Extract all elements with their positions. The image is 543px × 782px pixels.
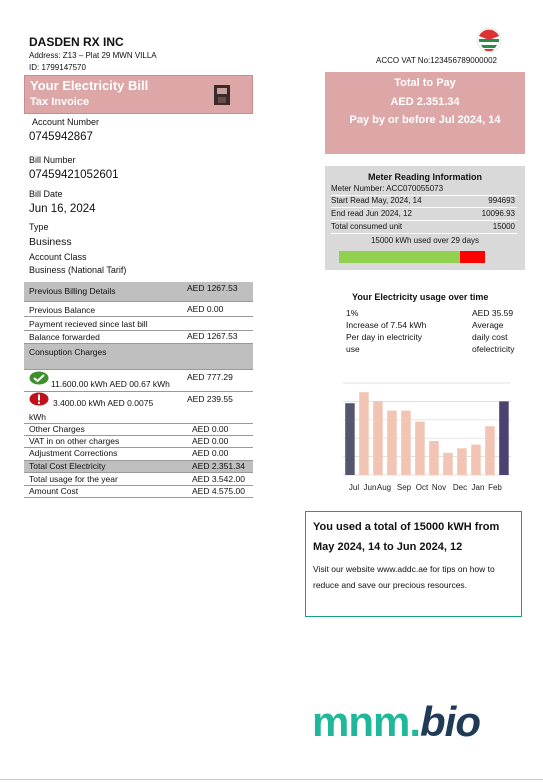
end-read-row	[331, 209, 517, 221]
chart-x-labels	[349, 483, 503, 492]
consumed-label: Total consumed unit	[331, 222, 403, 231]
chart-x-label: Nov	[431, 483, 447, 492]
prev-billing-row	[24, 282, 253, 302]
chart-x-label: Oct	[415, 483, 429, 492]
total-cost-value: AED 2.351.34	[192, 461, 245, 471]
type-value: Business	[29, 236, 72, 248]
charge1-text: 11.600.00 kWh AED 00.67 kWh	[51, 379, 170, 389]
total-cost-label: Total Cost Electricity	[29, 461, 106, 471]
end-read-value: 10096.93	[481, 209, 515, 218]
bill-header	[24, 75, 253, 114]
consumption-label: Consuption Charges	[29, 347, 107, 357]
prev-balance-value: AED 0.00	[187, 304, 224, 314]
total-usage-row	[24, 474, 253, 486]
total-to-pay-box	[325, 72, 525, 154]
other-charges-label: Other Charges	[29, 424, 85, 434]
other-charges-value: AED 0.00	[192, 424, 229, 434]
usage-stat-use: use	[346, 344, 360, 354]
company-address: Address: Z13 – Plat 29 MWN VILLA	[29, 51, 157, 60]
chart-x-label: Dec	[452, 483, 468, 492]
amount-cost-label: Amount Cost	[29, 486, 79, 496]
usage-stats-right	[472, 307, 515, 355]
chart-x-label: Feb	[488, 483, 502, 492]
bill-date-label: Bill Date	[29, 189, 63, 199]
total-amount: AED 2.351.34	[390, 96, 460, 108]
start-read-row	[331, 196, 517, 208]
balance-forwarded-value: AED 1267.53	[187, 331, 238, 341]
warning-icon	[29, 392, 49, 406]
prev-balance-label: Previous Balance	[29, 305, 96, 315]
adjustment-row	[24, 448, 253, 461]
bill-number-label: Bill Number	[29, 155, 76, 165]
chart-bar	[345, 403, 355, 475]
chart-x-label: Jun	[363, 483, 377, 492]
vat-row	[24, 436, 253, 448]
amount-cost-value: AED 4.575.00	[192, 486, 245, 496]
meter-icon	[212, 83, 232, 107]
vat-number: ACCO VAT No:123456789000002	[376, 56, 497, 65]
account-class-label: Account Class	[29, 252, 87, 262]
bill-title: Your Electricity Bill	[30, 78, 149, 93]
chart-bar	[471, 445, 481, 475]
meter-number	[331, 184, 517, 196]
prev-billing-label: Previous Billing Details	[29, 286, 116, 296]
total-label: Total to Pay	[394, 77, 456, 89]
total-cost-row	[24, 461, 253, 473]
chart-bar	[415, 422, 425, 475]
company-name: DASDEN RX INC	[29, 35, 124, 49]
meter-title: Meter Reading Information	[367, 172, 482, 182]
chart-bar	[401, 411, 411, 475]
adjustment-value: AED 0.00	[192, 448, 229, 458]
usage-bar-green	[339, 251, 460, 263]
usage-stat-per-day: Per day in electricity	[346, 332, 423, 342]
check-icon	[29, 371, 49, 385]
chart-x-label: Sep	[396, 483, 412, 492]
vat-label: VAT in on other charges	[29, 436, 120, 446]
charge2-unit: kWh	[29, 412, 46, 422]
chart-bar	[485, 426, 495, 475]
bottom-divider	[0, 779, 543, 780]
total-usage-value: AED 3.542.00	[192, 474, 245, 484]
chart-bar	[457, 448, 467, 475]
bill-subtitle: Tax Invoice	[30, 96, 90, 108]
consumed-row	[331, 222, 517, 234]
bill-date-value: Jun 16, 2024	[29, 203, 96, 215]
chart-bar	[499, 401, 509, 475]
usage-stats-left	[346, 307, 426, 355]
chart-x-label: Jul	[348, 483, 360, 492]
amount-cost-row	[24, 486, 253, 498]
chart-bar	[387, 411, 397, 475]
charge1-value: AED 777.29	[187, 372, 233, 382]
prev-balance-row	[24, 304, 253, 317]
charge2-text: 3.400.00 kWh AED 0.0075	[53, 398, 154, 408]
usage-stat-average: Average	[472, 320, 504, 330]
start-read-label: Start Read May, 2024, 14	[331, 196, 422, 205]
vat-value: AED 0.00	[192, 436, 229, 446]
payment-label: Payment recieved since last bill	[29, 319, 148, 329]
chart-bar	[359, 392, 369, 475]
balance-forwarded-label: Balance forwarded	[29, 332, 100, 342]
meter-note: 15000 kWh used over 29 days	[370, 236, 480, 245]
company-id: ID: 1799147570	[29, 63, 86, 72]
usage-stat-ofelectricity: ofelectricity	[472, 344, 515, 354]
chart-bar	[373, 401, 383, 475]
usage-bar-red	[460, 251, 485, 263]
summary-main: You used a total of 15000 kWH from May 2024, 14 to Jun 2024, 12	[313, 521, 500, 553]
charge2-row	[24, 392, 253, 424]
company-logo-icon	[476, 27, 502, 53]
balance-forwarded-row	[24, 331, 253, 344]
meter-reading-box	[325, 166, 525, 270]
chart-x-label: Jan	[471, 483, 485, 492]
other-charges-row	[24, 424, 253, 436]
usage-stat-percent: 1%	[346, 308, 359, 318]
usage-title: Your Electricity usage over time	[352, 292, 489, 302]
type-label: Type	[29, 222, 49, 232]
account-number-value: 0745942867	[29, 131, 93, 143]
chart-x-label: Aug	[376, 483, 392, 492]
usage-chart	[338, 380, 516, 492]
brand-part1: mnm.	[312, 698, 421, 745]
usage-stat-daily: daily cost	[472, 332, 508, 342]
chart-bar	[429, 441, 439, 475]
charge1-row	[24, 370, 253, 392]
usage-stat-increase: Increase of 7.54 kWh	[346, 320, 427, 330]
end-read-label: End read Jun 2024, 12	[331, 209, 412, 218]
account-number-label: Account Number	[32, 117, 100, 127]
bill-number-value: 07459421052601	[29, 169, 119, 181]
prev-billing-value: AED 1267.53	[187, 283, 238, 293]
summary-box	[305, 511, 522, 617]
adjustment-label: Adjustment Corrections	[29, 448, 118, 458]
payment-row	[24, 318, 253, 331]
brand-part2: bio	[420, 698, 480, 745]
chart-bar	[443, 453, 453, 475]
brand-logo	[312, 698, 480, 746]
usage-stat-cost: AED 35.59	[472, 308, 514, 318]
chart-bars	[345, 392, 509, 475]
summary-sub: Visit our website www.addc.ae for tips on how to reduce and save our precious resources.	[313, 564, 495, 590]
start-read-value: 994693	[488, 196, 515, 205]
meter-number-text: Meter Number: ACC070055073	[331, 184, 444, 193]
consumed-value: 15000	[492, 222, 515, 231]
charge2-value: AED 239.55	[187, 394, 233, 404]
consumption-header-row	[24, 344, 253, 370]
due-date: Pay by or before Jul 2024, 14	[349, 114, 501, 126]
account-class-value: Business (National Tarif)	[29, 265, 127, 275]
total-usage-label: Total usage for the year	[29, 474, 118, 484]
